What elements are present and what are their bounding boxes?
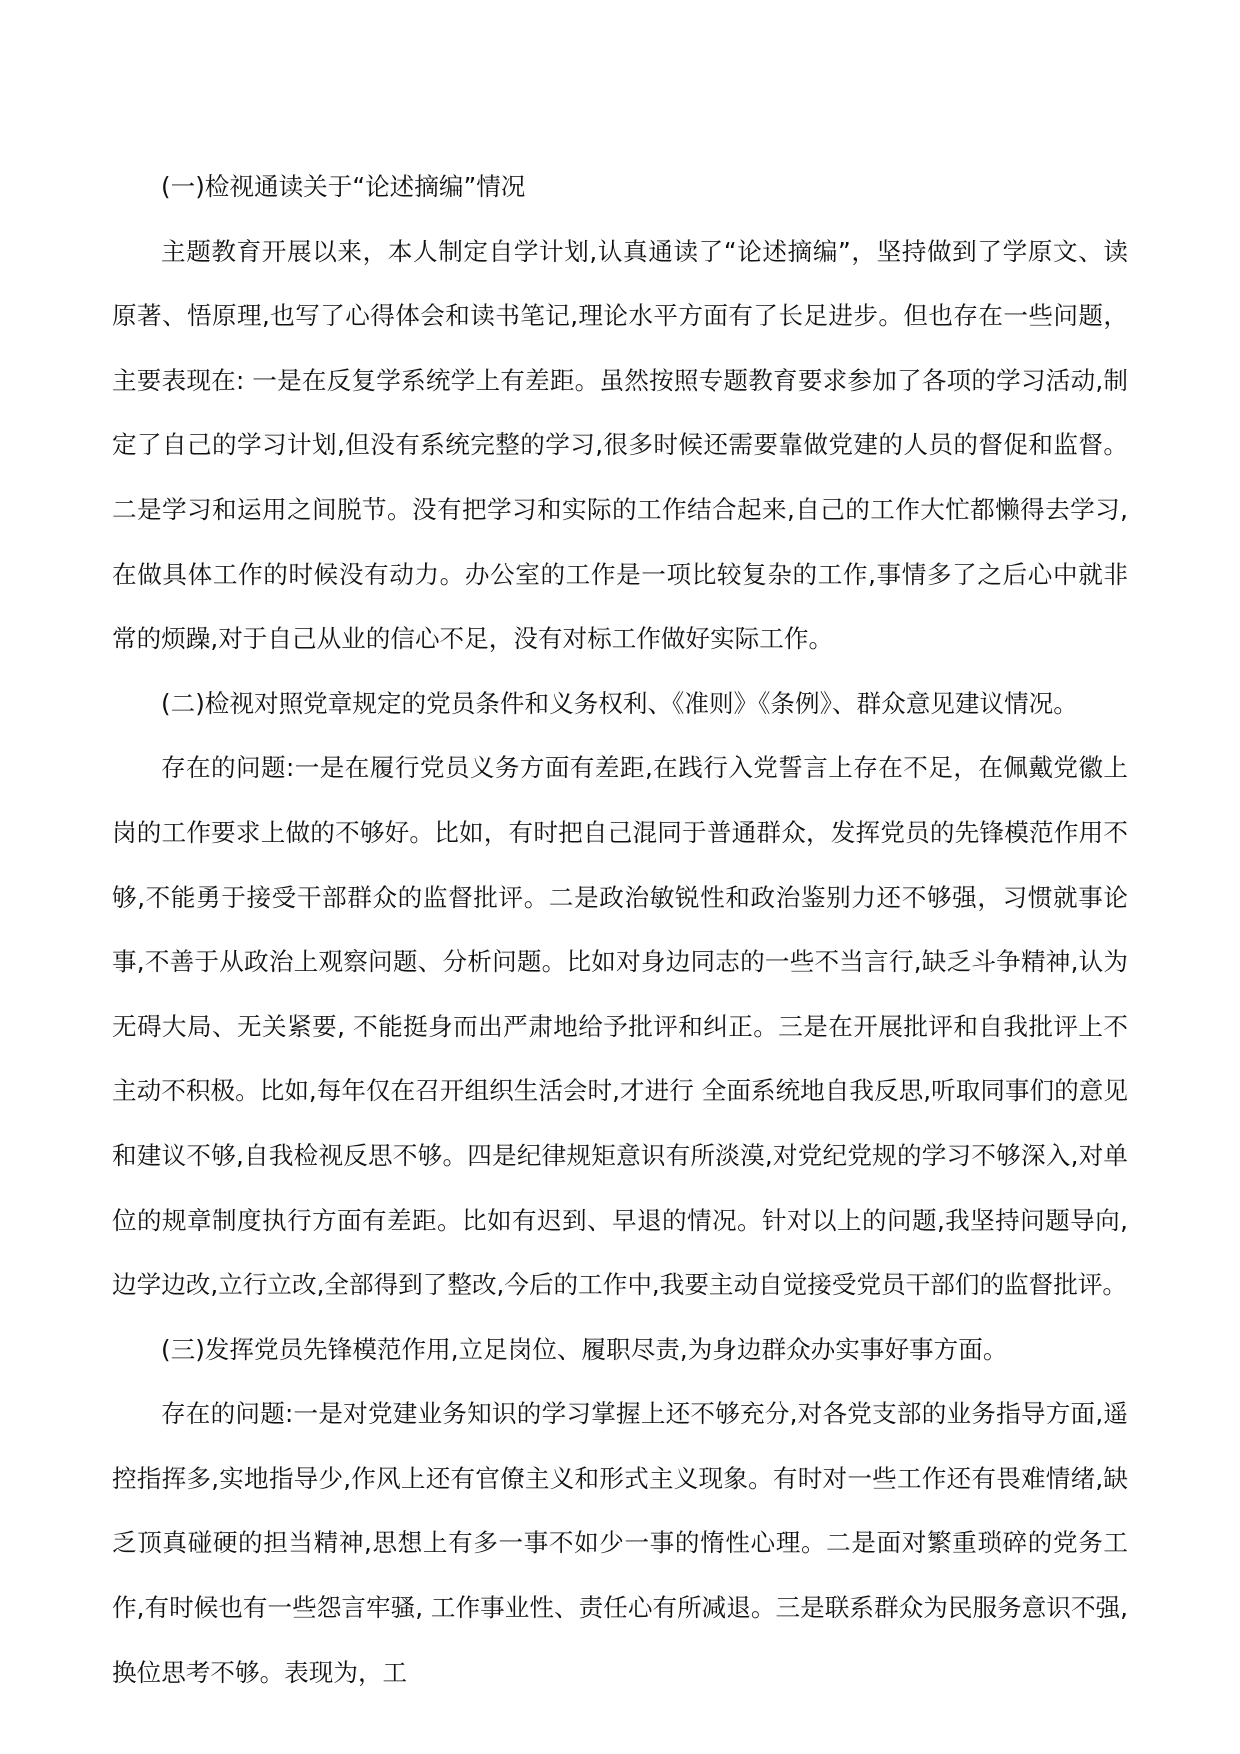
document-body: [112, 155, 1128, 1705]
section-heading-three: (三)发挥党员先锋模范作用,立足岗位、履职尽责,为身边群众办实事好事方面。: [161, 1334, 1008, 1364]
body-paragraph: 存在的问题:一是在履行党员义务方面有差距,在践行入党誓言上存在不足，在佩戴党徽上岗的工作要求上做的不够好。比如，有时把自己混同于普通群众，发挥党员的先锋模范作用不够,不能勇于接受干部群众的监督批评。二是政治敏锐性和政治鉴别力还不够强，习惯就事论事,不善于从政治上观察问题、分析问题。比如对身边同志的一些不当言行,缺乏斗争精神,认为无碍大局、无关紧要, 不能挺身而出严肃地给予批评和纠正。三是在开展批评和自我批评上不主动不积极。比如,每年仅在召开组织生活会时,才进行 全面系统地自我反思,听取同事们的意见和建议不够,自我检视反思不够。四是纪律规矩意识有所淡漠,对党纪党规的学习不够深入,对单位的规章制度执行方面有差距。比如有迟到、早退的情况。针对以上的问题,我坚持问题导向,边学边改,立行立改,全部得到了整改,今后的工作中,我要主动自觉接受党员干部们的监督批评。: [112, 753, 1128, 1300]
section-heading-two: (二)检视对照党章规定的党员条件和义务权利、《准则》《条例》、群众意见建议情况。: [161, 688, 1078, 718]
body-paragraph: 存在的问题:一是对党建业务知识的学习掌握上还不够充分,对各党支部的业务指导方面,遥控指挥多,实地指导少,作风上还有官僚主义和形式主义现象。有时对一些工作还有畏难情绪,缺乏顶真碰硬的担当精神,思想上有多一事不如少一事的惰性心理。二是面对繁重琐碎的党务工作,有时候也有一些怨言牢骚, 工作事业性、责任心有所减退。三是联系群众为民服务意识不强,换位思考不够。表现为，工: [112, 1399, 1128, 1687]
section-heading-one: (一)检视通读关于“论述摘编”情况: [161, 172, 526, 201]
body-paragraph: 主题教育开展以来，本人制定自学计划,认真通读了“论述摘编”，坚持做到了学原文、读原著、悟原理,也写了心得体会和读书笔记,理论水平方面有了长足进步。但也存在一些问题，主要表现在: 一是在反复学系统学上有差距。虽然按照专题教育要求参加了各项的学习活动,制定了自己的学习计划,但没有系统完整的学习,很多时候还需要靠做党建的人员的督促和监督。二是学习和运用之间脱节。没有把学习和实际的工作结合起来,自己的工作大忙都懒得去学习,在做具体工作的时候没有动力。办公室的工作是一项比较复杂的工作,事情多了之后心中就非常的烦躁,对于自己从业的信心不足，没有对标工作做好实际工作。: [112, 236, 1128, 654]
